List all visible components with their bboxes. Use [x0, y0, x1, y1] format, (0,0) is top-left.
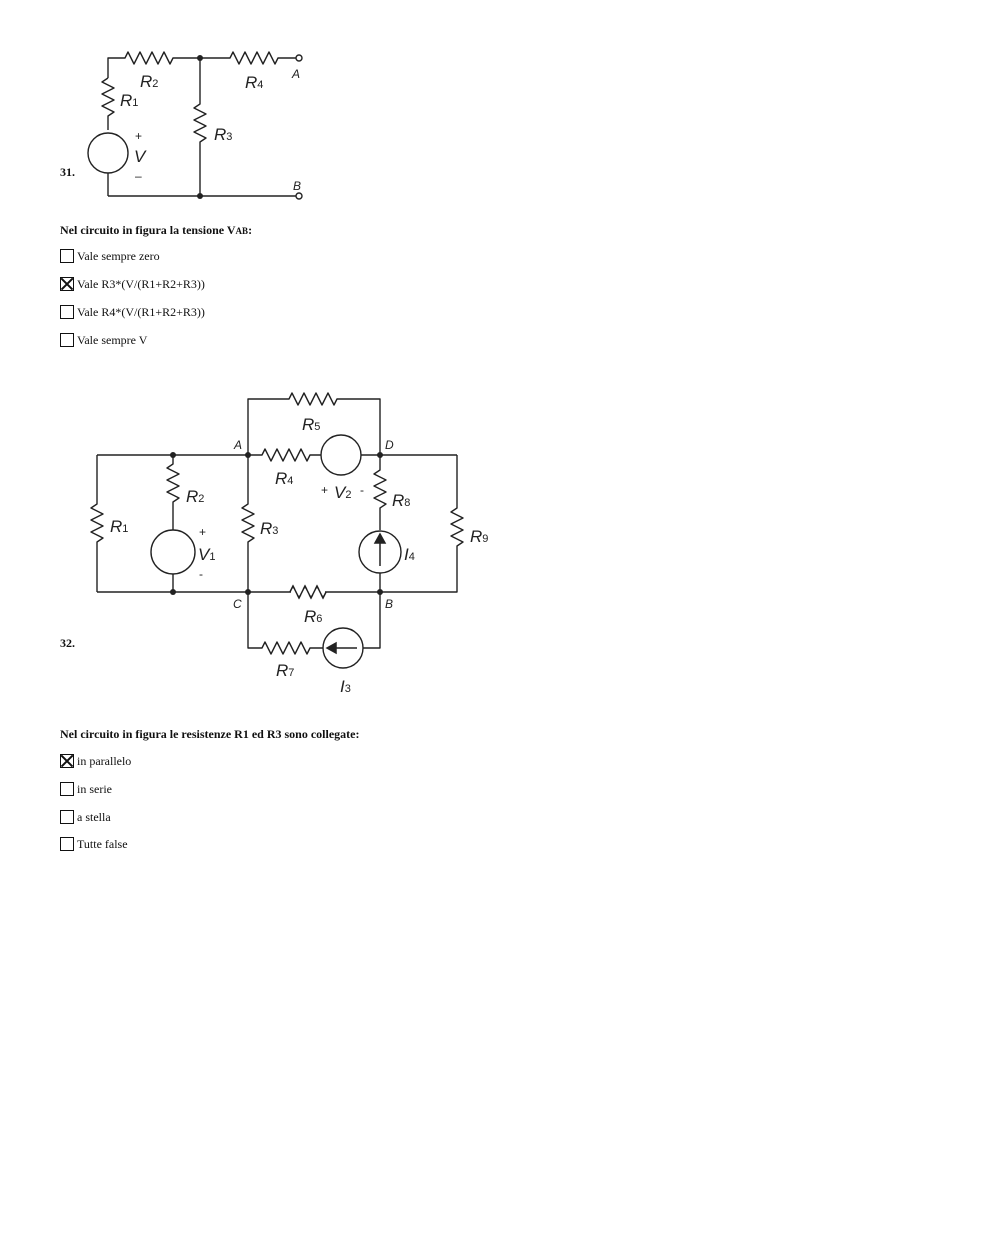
checkbox[interactable] — [60, 305, 74, 319]
circuit-figure-31 — [0, 0, 360, 215]
svg-text:R5: R5 — [302, 415, 321, 434]
resistor-r1 — [91, 455, 103, 592]
option[interactable] — [60, 304, 205, 320]
option-label: in serie — [77, 781, 112, 796]
option[interactable] — [60, 753, 131, 769]
svg-text:R7: R7 — [276, 661, 295, 680]
option-label: Vale sempre V — [77, 332, 148, 347]
checkbox-checked[interactable] — [60, 277, 74, 291]
option-label: Tutte false — [77, 836, 128, 851]
resistor-r2 — [167, 455, 179, 530]
node-b-label: B — [385, 597, 394, 611]
checkbox[interactable] — [60, 333, 74, 347]
svg-text:R9: R9 — [470, 527, 489, 546]
resistor-r1 — [102, 78, 114, 130]
svg-text:R4: R4 — [245, 73, 264, 92]
option[interactable] — [60, 781, 112, 797]
svg-text:R1: R1 — [110, 517, 129, 536]
node-d-label: D — [385, 438, 394, 452]
circuit-figure-32 — [0, 370, 520, 710]
option[interactable] — [60, 809, 111, 825]
checkbox[interactable] — [60, 810, 74, 824]
node-a-label: A — [292, 67, 301, 81]
svg-text:V1: V1 — [198, 545, 216, 564]
voltage-source-v1 — [151, 530, 195, 574]
option-label: Vale R3*(V/(R1+R2+R3)) — [77, 276, 205, 291]
svg-text:R2: R2 — [140, 72, 159, 91]
question-number: 31. — [60, 165, 75, 179]
svg-text:I4: I4 — [404, 545, 415, 564]
svg-text:R2: R2 — [186, 487, 205, 506]
wire — [108, 52, 200, 78]
option[interactable] — [60, 332, 147, 348]
svg-text:+: + — [199, 525, 207, 539]
question-prompt: Nel circuito in figura le resistenze R1 ed R3 sono collegate: — [60, 727, 360, 741]
option-label: in parallelo — [77, 753, 132, 768]
checkbox[interactable] — [60, 837, 74, 851]
voltage-source-v2 — [321, 435, 361, 475]
wire — [200, 52, 296, 64]
svg-text:V: V — [134, 147, 146, 166]
option[interactable] — [60, 248, 160, 264]
resistor-r3 — [194, 58, 206, 196]
option[interactable] — [60, 276, 205, 292]
checkbox-checked[interactable] — [60, 754, 74, 768]
svg-text:R6: R6 — [304, 607, 323, 626]
node-a-label: A — [234, 438, 243, 452]
svg-text:I3: I3 — [340, 677, 351, 696]
svg-text:R3: R3 — [260, 519, 279, 538]
node-c-label: C — [233, 597, 242, 611]
svg-text:+: + — [321, 483, 329, 497]
checkbox[interactable] — [60, 249, 74, 263]
question-prompt: Nel circuito in figura la tensione VAB: — [60, 223, 253, 237]
svg-text:V2: V2 — [334, 483, 352, 502]
resistor-r4 — [248, 449, 321, 461]
option[interactable] — [60, 836, 128, 852]
resistor-r3 — [242, 455, 254, 592]
svg-text:R1: R1 — [120, 91, 139, 110]
svg-text:R8: R8 — [392, 491, 411, 510]
svg-text:–: – — [135, 169, 142, 183]
option-label: Vale sempre zero — [77, 248, 160, 263]
svg-text:-: - — [199, 567, 203, 581]
svg-text:R4: R4 — [275, 469, 294, 488]
option-label: Vale R4*(V/(R1+R2+R3)) — [77, 304, 205, 319]
svg-text:R3: R3 — [214, 125, 233, 144]
question-number: 32. — [60, 636, 75, 650]
svg-text:+: + — [135, 129, 143, 143]
resistor-r9 — [380, 455, 463, 592]
svg-text:-: - — [360, 483, 364, 497]
option-label: a stella — [77, 809, 111, 824]
resistor-r8 — [374, 455, 386, 530]
node-b-label: B — [293, 179, 302, 193]
voltage-source-v — [88, 133, 128, 173]
checkbox[interactable] — [60, 782, 74, 796]
